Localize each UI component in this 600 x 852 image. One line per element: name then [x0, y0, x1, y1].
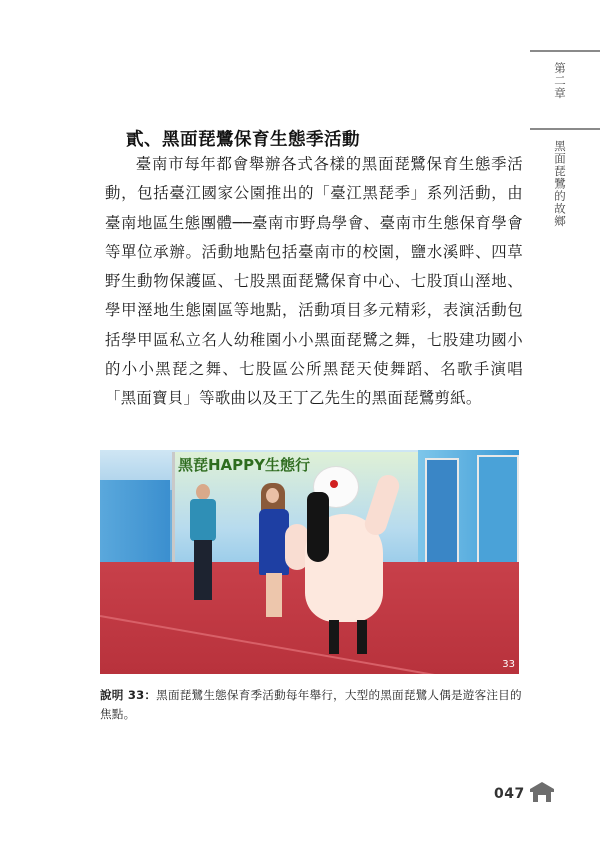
chapter-rule-mid: [530, 128, 600, 130]
building-icon: [529, 780, 555, 804]
caption-text: 黑面琵鷺生態保育季活動每年舉行，大型的黑面琵鷺人偶是遊客注目的焦點。: [100, 688, 522, 721]
page-number: 047: [494, 786, 525, 802]
photo-spoonbill-mascot: [285, 466, 395, 666]
event-photo: [100, 450, 519, 674]
chapter-name: 黑面琵鷺的故鄉: [553, 140, 567, 228]
caption-label: 說明 33：: [100, 688, 157, 702]
photo-number: 33: [502, 659, 515, 670]
section-title: 貳、黑面琵鷺保育生態季活動: [126, 130, 360, 150]
body-paragraph: 臺南市每年都會舉辦各式各樣的黑面琵鷺保育生態季活動，包括臺江國家公園推出的「臺江黑琵季」系列活動，由臺南地區生態團體──臺南市野鳥學會、臺南市生態保育學會等單位承辦。活動地點包括臺南市的校園，鹽水溪畔、四草野生動物保護區、七股黑面琵鷺保育中心、七股頂山溼地、學甲溼地生態園區等地點，活動項目多元精彩，表演活動包括學甲區私立名人幼稚園小小黑面琵鷺之舞，七股建功國小的小小黑琵之舞、七股區公所黑琵天使舞蹈、名歌手演唱「黑面寶貝」等歌曲以及王丁乙先生的黑面琵鷺剪紙。: [105, 155, 523, 408]
chapter-label: 第二章: [553, 62, 567, 100]
photo-banner-text: 黑琵HAPPY生態行: [178, 456, 311, 474]
photo-man-figure: [190, 484, 216, 604]
chapter-rule-top: [530, 50, 600, 52]
photo-caption: [100, 686, 522, 724]
